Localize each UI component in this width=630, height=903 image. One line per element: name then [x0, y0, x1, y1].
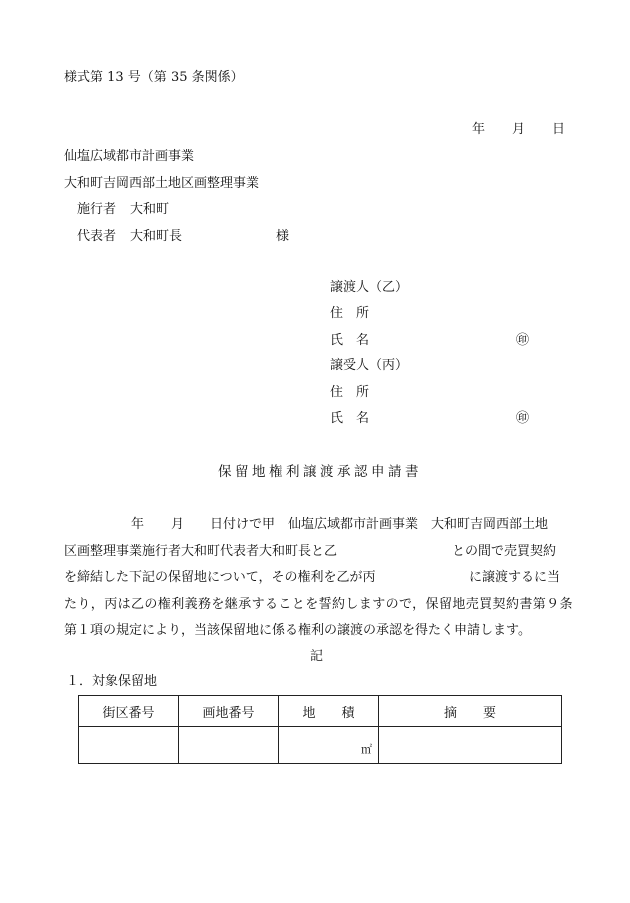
- enforcer-label: 施行者: [77, 202, 117, 217]
- body-line3a: を締結した下記の保留地について，その権利を乙が丙: [64, 570, 376, 585]
- cell-lot-number[interactable]: [179, 727, 279, 764]
- form-number: 様式第 13 号（第 35 条関係）: [64, 70, 244, 85]
- transferor-name: 氏 名: [330, 333, 370, 348]
- table-row: [79, 727, 562, 764]
- body-month: 月: [171, 517, 185, 532]
- transferee-address: 住 所: [330, 385, 370, 400]
- transferee-seal: ㊞: [516, 411, 530, 426]
- cell-area[interactable]: [279, 727, 379, 764]
- plot-table: [78, 695, 562, 764]
- transferor-label: 譲渡人（乙）: [330, 280, 409, 295]
- honorific-sama: 様: [276, 229, 290, 244]
- enforcer-name: 大和町: [130, 202, 170, 217]
- cell-block-number[interactable]: [79, 727, 179, 764]
- body-line5: 第１項の規定により，当該保留地に係る権利の譲渡の承認を得たく申請します。: [64, 623, 531, 638]
- body-year: 年: [131, 517, 145, 532]
- table-header-row: [79, 696, 562, 727]
- header-lot-number: 画地番号: [179, 696, 279, 727]
- transferee-name: 氏 名: [330, 411, 370, 426]
- addressee-line1: 仙塩広域都市計画事業: [64, 149, 195, 164]
- header-block-number: 街区番号: [79, 696, 179, 727]
- body-line3b: に譲渡するに当: [469, 570, 561, 585]
- date-year: 年: [472, 122, 486, 137]
- body-line2a: 区画整理事業施行者大和町代表者大和町長と乙: [64, 544, 338, 559]
- transferor-address: 住 所: [330, 306, 370, 321]
- representative-label: 代表者: [77, 229, 117, 244]
- area-unit: ㎡: [361, 743, 372, 756]
- header-area: 地 積: [279, 696, 379, 727]
- addressee-line2: 大和町吉岡西部土地区画整理事業: [64, 176, 260, 191]
- transferee-label: 譲受人（丙）: [330, 358, 409, 373]
- body-line4: たり，丙は乙の権利義務を継承することを誓約しますので，保留地売買契約書第９条: [64, 597, 573, 612]
- section-target-plot: １．対象保留地: [66, 674, 158, 689]
- ki-note-mark: 記: [310, 649, 324, 664]
- representative-name: 大和町長: [130, 229, 183, 244]
- header-remarks: 摘 要: [379, 696, 562, 727]
- cell-remarks[interactable]: [379, 727, 562, 764]
- date-day: 日: [552, 122, 566, 137]
- document-title: 保留地権利譲渡承認申請書: [218, 464, 422, 480]
- body-line2b: との間で売買契約: [452, 544, 557, 559]
- date-month: 月: [512, 122, 526, 137]
- transferor-seal: ㊞: [516, 333, 530, 348]
- body-line1: 日付けで甲 仙塩広域都市計画事業 大和町吉岡西部土地: [210, 517, 549, 532]
